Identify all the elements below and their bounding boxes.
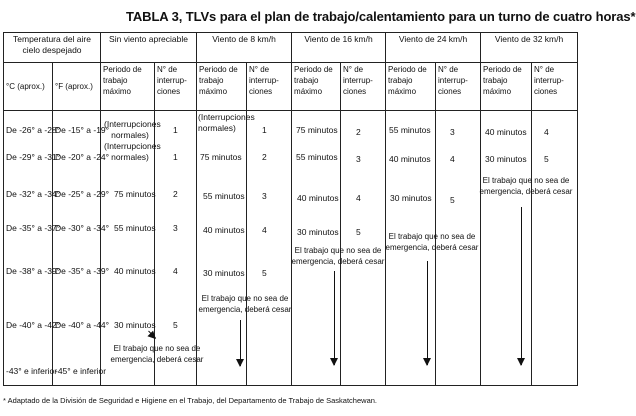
cell-period: 40 minutos (389, 154, 431, 164)
cell-celsius: De -35° a -37° (6, 223, 61, 233)
arrow-down-icon (148, 331, 156, 339)
cell-interruptions: 4 (544, 127, 549, 137)
subheader-fahrenheit: °F (aprox.) (53, 63, 101, 111)
arrow-down-icon (240, 320, 241, 366)
subheader-celsius: °C (aprox.) (4, 63, 53, 111)
cell-interruptions: 5 (544, 154, 549, 164)
header-temperature: Temperatura del aire cielo despejado (4, 33, 101, 63)
subheader-period: Periodo de trabajo máximo (292, 63, 341, 111)
cell-period: 40 minutos (203, 225, 245, 235)
subheader-period: Periodo de trabajo máximo (197, 63, 247, 111)
footnote: * Adaptado de la División de Seguridad e Higiene en el Trabajo, del Departamento de Trabajo de Saskatchewan. (3, 396, 377, 405)
cell-period: (Interrupciones normales) (198, 112, 255, 133)
cell-interruptions: 3 (173, 223, 178, 233)
emergency-note: El trabajo que no sea de emergencia, deberá cesar (385, 232, 479, 252)
cell-interruptions: 5 (356, 227, 361, 237)
arrow-down-icon (521, 207, 522, 365)
cell-period: 55 minutos (114, 223, 156, 233)
subheader-interruptions: N° de interrup-ciones (341, 63, 386, 111)
cell-interruptions: 2 (173, 189, 178, 199)
cell-interruptions: 3 (262, 191, 267, 201)
cell-celsius: De -26° a -28° (6, 125, 61, 135)
cell-fahrenheit: -45° e inferior (55, 366, 107, 376)
cell-period: 75 minutos (114, 189, 156, 199)
cell-interruptions: 5 (173, 320, 178, 330)
cell-period: 75 minutos (200, 152, 242, 162)
table-title: TABLA 3, TLVs para el plan de trabajo/calentamiento para un turno de cuatro horas* (126, 9, 636, 24)
cell-interruptions: 2 (356, 127, 361, 137)
cell-interruptions: 3 (356, 154, 361, 164)
cell-interruptions: 5 (450, 195, 455, 205)
cell-period: 55 minutos (203, 191, 245, 201)
cell-period: 30 minutos (297, 227, 339, 237)
cell-interruptions: 1 (173, 125, 178, 135)
cell-interruptions: 5 (262, 268, 267, 278)
cell-interruptions: 2 (262, 152, 267, 162)
cell-celsius: De -32° a -34° (6, 189, 61, 199)
subheader-interruptions: N° de interrup-ciones (532, 63, 578, 111)
header-wind-24: Viento de 24 km/h (386, 33, 481, 63)
cell-period: 55 minutos (296, 152, 338, 162)
cell-period: (Interrupciones normales) (104, 119, 161, 140)
cell-fahrenheit: De -25° a -29° (55, 189, 110, 199)
cell-interruptions: 1 (173, 152, 178, 162)
header-wind-32: Viento de 32 km/h (481, 33, 578, 63)
cell-interruptions: 4 (356, 193, 361, 203)
subheader-period: Periodo de trabajo máximo (101, 63, 155, 111)
cell-fahrenheit: De -20° a -24° (55, 152, 110, 162)
cell-period: 30 minutos (114, 320, 156, 330)
cell-fahrenheit: De -40° a -44° (55, 320, 110, 330)
cell-celsius: De -29° a -31° (6, 152, 61, 162)
header-wind-16: Viento de 16 km/h (292, 33, 386, 63)
subheader-interruptions: N° de interrup-ciones (247, 63, 292, 111)
subheader-period: Periodo de trabajo máximo (481, 63, 532, 111)
cell-fahrenheit: De -35° a -39° (55, 266, 110, 276)
header-wind-8: Viento de 8 km/h (197, 33, 292, 63)
cell-period: 40 minutos (297, 193, 339, 203)
cell-interruptions: 1 (262, 125, 267, 135)
cell-period: 40 minutos (114, 266, 156, 276)
subheader-interruptions: N° de interrup-ciones (155, 63, 197, 111)
arrow-down-icon (427, 261, 428, 365)
cell-celsius: De -40° a -42° (6, 320, 61, 330)
cell-interruptions: 4 (450, 154, 455, 164)
arrow-down-icon (334, 271, 335, 365)
cell-celsius: -43° e inferior (6, 366, 58, 376)
cell-interruptions: 3 (450, 127, 455, 137)
header-no-wind: Sin viento apreciable (101, 33, 197, 63)
cell-celsius: De -38° a -39° (6, 266, 61, 276)
cell-fahrenheit: De -30° a -34° (55, 223, 110, 233)
cell-period: 30 minutos (203, 268, 245, 278)
subheader-period: Periodo de trabajo máximo (386, 63, 436, 111)
cell-period: 30 minutos (485, 154, 527, 164)
emergency-note: El trabajo que no sea de emergencia, deberá cesar (479, 176, 573, 196)
cell-period: 75 minutos (296, 125, 338, 135)
cell-interruptions: 4 (262, 225, 267, 235)
cell-fahrenheit: De -15° a -19° (55, 125, 110, 135)
cell-period: 55 minutos (389, 125, 431, 135)
cell-period: 30 minutos (390, 193, 432, 203)
cell-period: (Interrupciones normales) (104, 141, 161, 162)
emergency-note: El trabajo que no sea de emergencia, deberá cesar (291, 246, 385, 266)
cell-interruptions: 4 (173, 266, 178, 276)
emergency-note: El trabajo que no sea de emergencia, deberá cesar (110, 344, 204, 364)
subheader-interruptions: N° de interrup-ciones (436, 63, 481, 111)
emergency-note: El trabajo que no sea de emergencia, deberá cesar (198, 294, 292, 314)
cell-period: 40 minutos (485, 127, 527, 137)
